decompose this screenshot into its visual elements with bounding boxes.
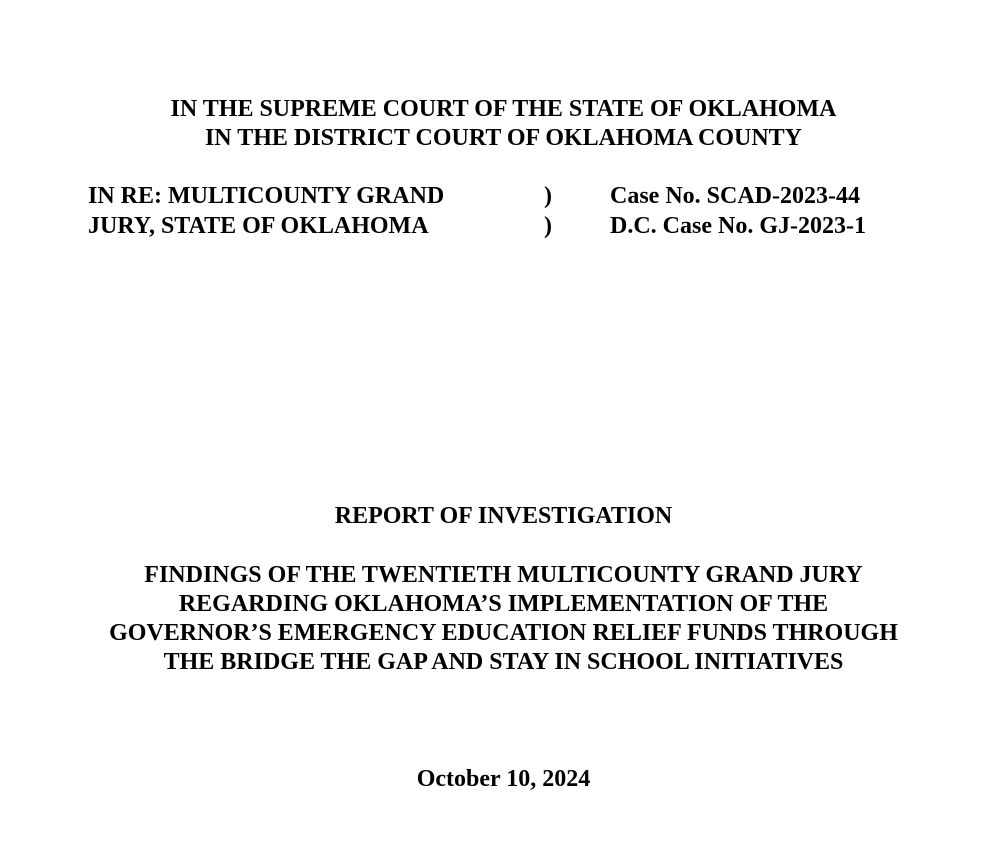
- report-subtitle-line: REGARDING OKLAHOMA’S IMPLEMENTATION OF THE: [178, 591, 829, 617]
- court-heading-district: IN THE DISTRICT COURT OF OKLAHOMA COUNTY: [204, 125, 803, 151]
- report-subtitle-line: THE BRIDGE THE GAP AND STAY IN SCHOOL INITIATIVES: [163, 649, 844, 675]
- caption-parenthesis: ): [544, 183, 552, 209]
- case-number: Case No. SCAD-2023-44: [610, 183, 860, 209]
- case-caption-left-line-1: IN RE: MULTICOUNTY GRAND: [88, 183, 445, 209]
- report-subtitle-line: FINDINGS OF THE TWENTIETH MULTICOUNTY GRAND JURY: [144, 562, 863, 588]
- report-title: REPORT OF INVESTIGATION: [334, 503, 673, 529]
- report-date: October 10, 2024: [416, 766, 591, 792]
- case-caption-left-line-2: JURY, STATE OF OKLAHOMA: [88, 213, 429, 239]
- report-subtitle-line: GOVERNOR’S EMERGENCY EDUCATION RELIEF FUNDS THROUGH: [109, 620, 898, 646]
- caption-parenthesis: ): [544, 213, 552, 239]
- court-heading-supreme: IN THE SUPREME COURT OF THE STATE OF OKLAHOMA: [170, 96, 837, 122]
- district-case-number: D.C. Case No. GJ-2023-1: [610, 213, 866, 239]
